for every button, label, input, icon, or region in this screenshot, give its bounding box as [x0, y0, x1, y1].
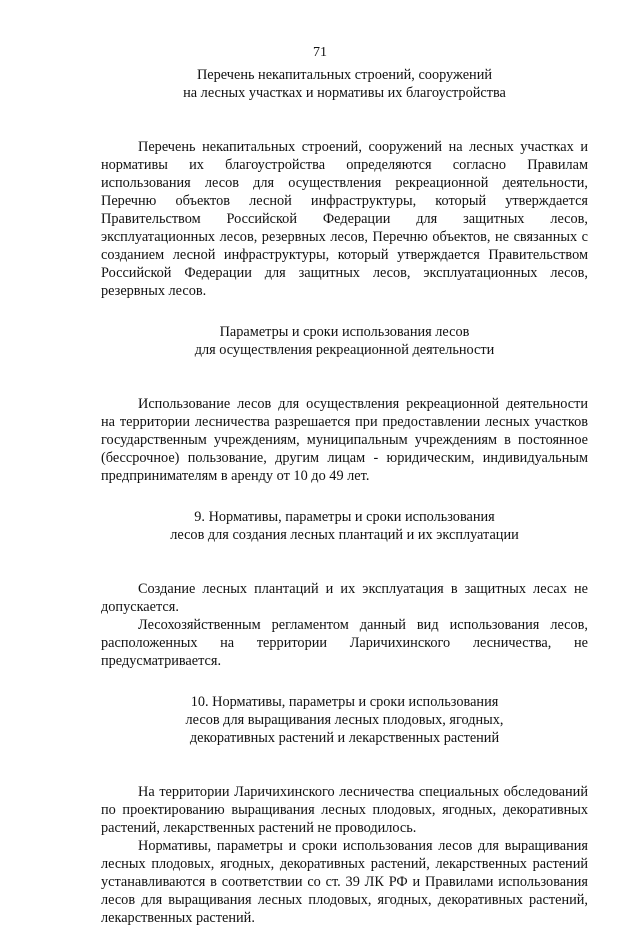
heading-line: на лесных участках и нормативы их благоустройства — [183, 85, 506, 101]
paragraph: Создание лесных плантаций и их эксплуатация в защитных лесах не допускается. — [101, 581, 588, 615]
document-body — [101, 66, 588, 927]
section-heading-recreation-parameters — [101, 323, 588, 359]
heading-line: декоративных растений и лекарственных растений — [189, 730, 500, 746]
heading-line: лесов для создания лесных плантаций и их эксплуатации — [170, 527, 519, 543]
page-number: 71 — [313, 45, 327, 60]
section-heading-noncapital-structures — [101, 66, 588, 102]
paragraph: Лесохозяйственным регламентом данный вид использования лесов, расположенных на территории Ларичихинского лесничества, не предусматривается. — [101, 617, 588, 669]
heading-line: лесов для выращивания лесных плодовых, ягодных, — [185, 712, 504, 728]
paragraph: Перечень некапитальных строений, сооружений на лесных участках и нормативы их благоустройства определяются согласно Правилам использования лесов для осуществления рекреационной деятельности, Перечню объектов лесной инфраструктуры, который утверждается Правительством Российской Федерации для защитных лесов, эксплуатационных лесов, резервных лесов, Перечню объектов, не связанных с созданием лесной инфраструктуры, который утверждается Правительством Российской Федерации для защитных лесов, эксплуатационных лесов, резервных лесов. — [101, 139, 588, 299]
heading-line: 9. Нормативы, параметры и сроки использования — [194, 509, 495, 525]
heading-line: 10. Нормативы, параметры и сроки использования — [190, 694, 499, 710]
paragraph: На территории Ларичихинского лесничества специальных обследований по проектированию выращивания лесных плодовых, ягодных, декоративных растений, лекарственных растений не проводилось. — [101, 784, 588, 836]
heading-line: Перечень некапитальных строений, сооружений — [196, 67, 493, 83]
heading-line: для осуществления рекреационной деятельности — [194, 342, 495, 358]
heading-line: Параметры и сроки использования лесов — [219, 324, 470, 340]
section-heading-forest-plantations — [101, 508, 588, 544]
paragraph: Использование лесов для осуществления рекреационной деятельности на территории лесничества разрешается при предоставлении лесных участков государственным учреждениям, муниципальным учреждениям в постоянное (бессрочное) пользование, другим лицам - юридическим, индивидуальным предпринимателям в аренду от 10 до 49 лет. — [101, 396, 588, 484]
paragraph: Нормативы, параметры и сроки использования лесов для выращивания лесных плодовых, ягодных, декоративных растений, лекарственных растений устанавливаются в соответствии со ст. 39 ЛК РФ и Правилами использования лесов для выращивания лесных плодовых, ягодных, декоративных растений, лекарственных растений. — [101, 838, 588, 926]
section-heading-fruit-berry-plants — [101, 693, 588, 747]
